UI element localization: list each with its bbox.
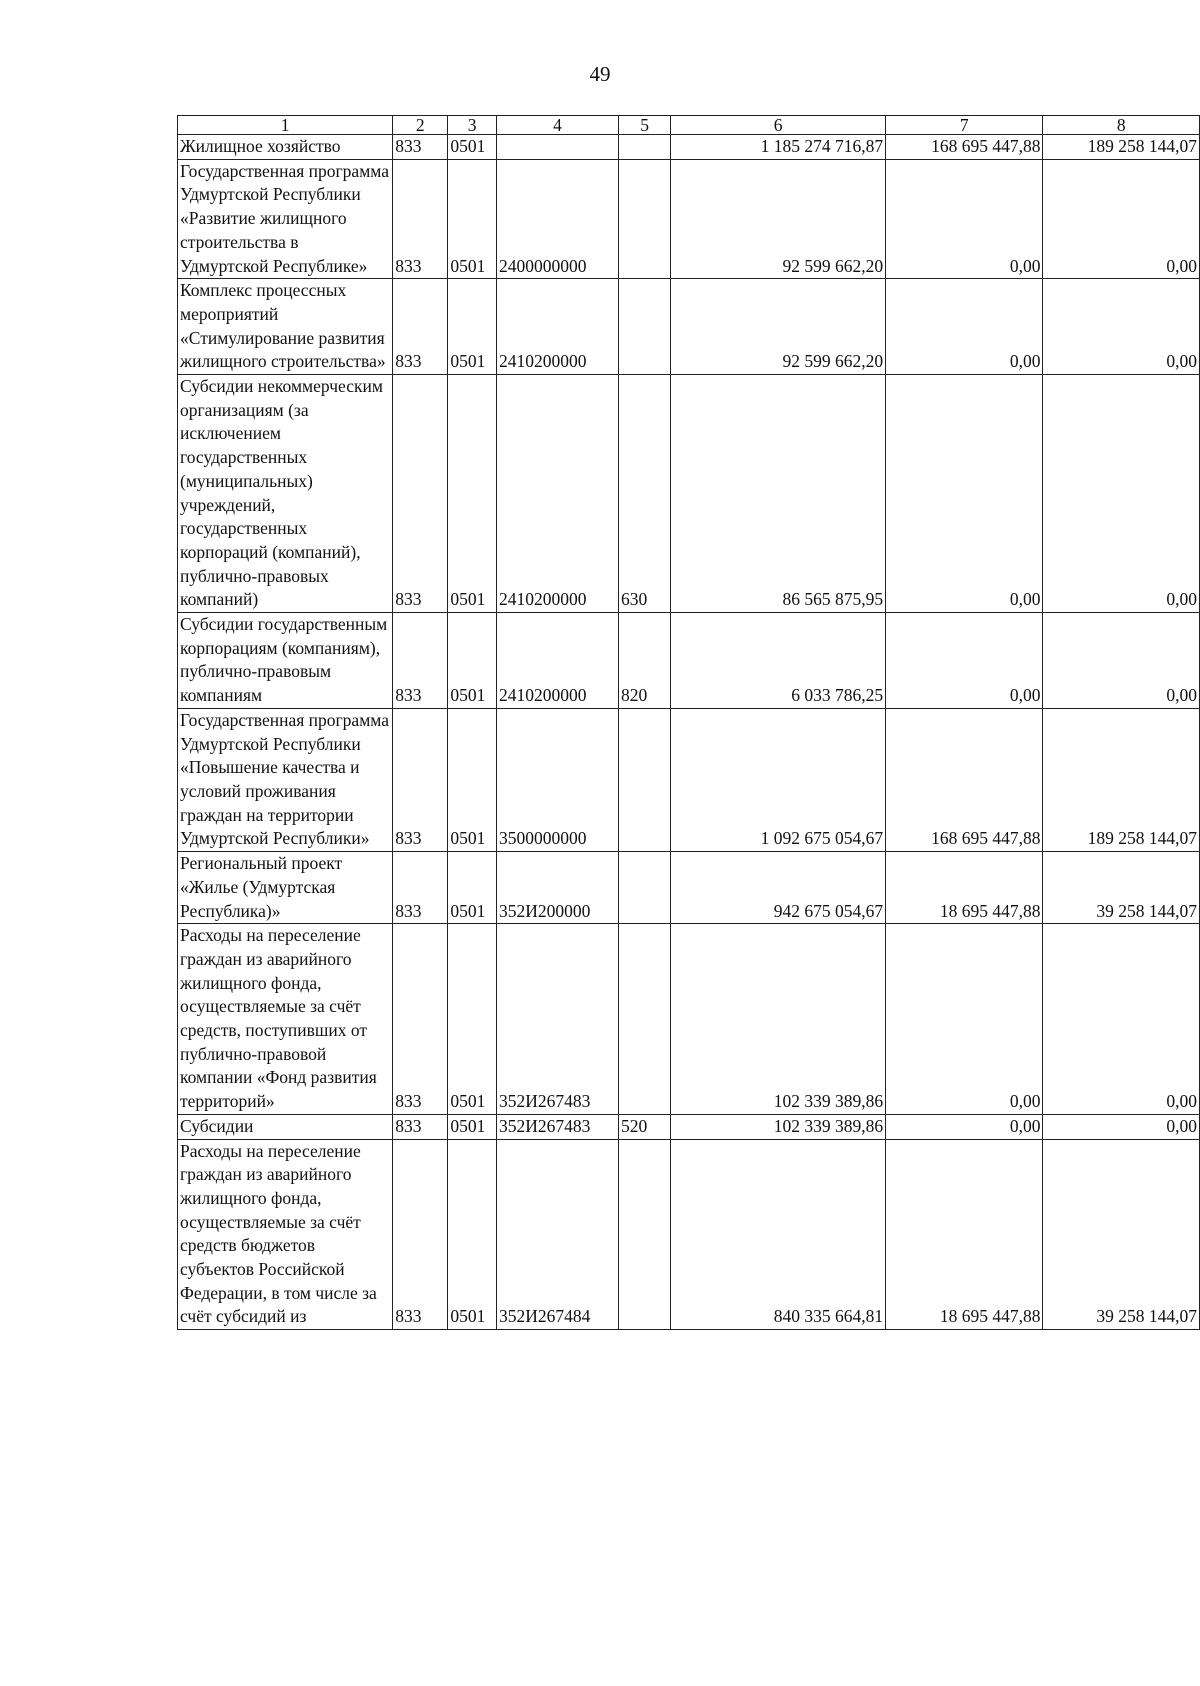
cell-expense-type bbox=[619, 159, 671, 279]
column-header: 1 bbox=[178, 116, 393, 135]
row-name: Комплекс процессных мероприятий «Стимулирование развития жилищного строительства» bbox=[178, 279, 393, 375]
cell-target-article: 2410200000 bbox=[497, 375, 619, 613]
row-name: Субсидии bbox=[178, 1114, 393, 1139]
cell-target-article: 2400000000 bbox=[497, 159, 619, 279]
cell-amount-col7: 0,00 bbox=[886, 613, 1043, 709]
cell-amount-col7: 18 695 447,88 bbox=[886, 1139, 1043, 1330]
table-row bbox=[178, 613, 1200, 709]
cell-target-article: 2410200000 bbox=[497, 279, 619, 375]
table-row bbox=[178, 135, 1200, 160]
cell-section: 0501 bbox=[448, 924, 497, 1115]
cell-chapter: 833 bbox=[393, 924, 448, 1115]
cell-target-article: 3500000000 bbox=[497, 708, 619, 851]
row-name: Субсидии некоммерческим организациям (за исключением государственных (муниципальных) учреждений, государственных корпораций (компаний), публично-правовых компаний) bbox=[178, 375, 393, 613]
cell-amount-col8: 189 258 144,07 bbox=[1043, 708, 1200, 851]
table-header-row bbox=[178, 116, 1200, 135]
cell-amount-col6: 92 599 662,20 bbox=[671, 279, 886, 375]
table-row bbox=[178, 375, 1200, 613]
cell-chapter: 833 bbox=[393, 852, 448, 924]
cell-expense-type bbox=[619, 1139, 671, 1330]
cell-section: 0501 bbox=[448, 1139, 497, 1330]
cell-amount-col6: 1 092 675 054,67 bbox=[671, 708, 886, 851]
table-row bbox=[178, 924, 1200, 1115]
row-name: Государственная программа Удмуртской Республики «Повышение качества и условий проживания граждан на территории Удмуртской Республики» bbox=[178, 708, 393, 851]
cell-amount-col8: 0,00 bbox=[1043, 159, 1200, 279]
cell-amount-col6: 102 339 389,86 bbox=[671, 1114, 886, 1139]
cell-section: 0501 bbox=[448, 1114, 497, 1139]
table-row bbox=[178, 708, 1200, 851]
cell-amount-col7: 168 695 447,88 bbox=[886, 135, 1043, 160]
cell-amount-col7: 0,00 bbox=[886, 279, 1043, 375]
cell-expense-type: 520 bbox=[619, 1114, 671, 1139]
cell-amount-col6: 1 185 274 716,87 bbox=[671, 135, 886, 160]
cell-amount-col7: 0,00 bbox=[886, 924, 1043, 1115]
cell-amount-col8: 0,00 bbox=[1043, 924, 1200, 1115]
cell-expense-type bbox=[619, 852, 671, 924]
table-row bbox=[178, 1139, 1200, 1330]
table-row bbox=[178, 852, 1200, 924]
cell-expense-type bbox=[619, 279, 671, 375]
column-header: 2 bbox=[393, 116, 448, 135]
column-header: 4 bbox=[497, 116, 619, 135]
cell-amount-col8: 189 258 144,07 bbox=[1043, 135, 1200, 160]
cell-section: 0501 bbox=[448, 708, 497, 851]
cell-chapter: 833 bbox=[393, 1114, 448, 1139]
cell-amount-col6: 86 565 875,95 bbox=[671, 375, 886, 613]
cell-chapter: 833 bbox=[393, 1139, 448, 1330]
cell-amount-col6: 942 675 054,67 bbox=[671, 852, 886, 924]
cell-section: 0501 bbox=[448, 613, 497, 709]
row-name: Жилищное хозяйство bbox=[178, 135, 393, 160]
cell-amount-col8: 0,00 bbox=[1043, 279, 1200, 375]
page-number: 49 bbox=[589, 62, 611, 86]
cell-amount-col6: 840 335 664,81 bbox=[671, 1139, 886, 1330]
budget-table bbox=[177, 115, 1200, 1330]
row-name: Субсидии государственным корпорациям (компаниям), публично-правовым компаниям bbox=[178, 613, 393, 709]
column-header: 7 bbox=[886, 116, 1043, 135]
cell-expense-type bbox=[619, 708, 671, 851]
cell-amount-col7: 0,00 bbox=[886, 375, 1043, 613]
column-header: 5 bbox=[619, 116, 671, 135]
cell-section: 0501 bbox=[448, 159, 497, 279]
cell-amount-col8: 0,00 bbox=[1043, 375, 1200, 613]
cell-amount-col8: 0,00 bbox=[1043, 1114, 1200, 1139]
cell-chapter: 833 bbox=[393, 708, 448, 851]
cell-section: 0501 bbox=[448, 852, 497, 924]
cell-section: 0501 bbox=[448, 375, 497, 613]
cell-amount-col6: 92 599 662,20 bbox=[671, 159, 886, 279]
cell-target-article: 352И267483 bbox=[497, 924, 619, 1115]
column-header: 8 bbox=[1043, 116, 1200, 135]
table-row bbox=[178, 159, 1200, 279]
cell-chapter: 833 bbox=[393, 135, 448, 160]
cell-section: 0501 bbox=[448, 135, 497, 160]
cell-amount-col7: 168 695 447,88 bbox=[886, 708, 1043, 851]
cell-amount-col7: 0,00 bbox=[886, 159, 1043, 279]
row-name: Расходы на переселение граждан из аварийного жилищного фонда, осуществляемые за счёт средств, поступивших от публично-правовой компании «Фонд развития территорий» bbox=[178, 924, 393, 1115]
cell-amount-col8: 39 258 144,07 bbox=[1043, 852, 1200, 924]
cell-section: 0501 bbox=[448, 279, 497, 375]
table-row bbox=[178, 1114, 1200, 1139]
table-row bbox=[178, 279, 1200, 375]
cell-expense-type bbox=[619, 135, 671, 160]
column-header: 3 bbox=[448, 116, 497, 135]
cell-expense-type bbox=[619, 924, 671, 1115]
cell-target-article: 352И200000 bbox=[497, 852, 619, 924]
cell-expense-type: 820 bbox=[619, 613, 671, 709]
row-name: Государственная программа Удмуртской Республики «Развитие жилищного строительства в Удмуртской Республике» bbox=[178, 159, 393, 279]
row-name: Расходы на переселение граждан из аварийного жилищного фонда, осуществляемые за счёт средств бюджетов субъектов Российской Федерации, в том числе за счёт субсидий из bbox=[178, 1139, 393, 1330]
cell-amount-col7: 18 695 447,88 bbox=[886, 852, 1043, 924]
cell-chapter: 833 bbox=[393, 613, 448, 709]
cell-target-article: 352И267484 bbox=[497, 1139, 619, 1330]
cell-chapter: 833 bbox=[393, 375, 448, 613]
cell-amount-col8: 0,00 bbox=[1043, 613, 1200, 709]
cell-amount-col8: 39 258 144,07 bbox=[1043, 1139, 1200, 1330]
cell-target-article bbox=[497, 135, 619, 160]
cell-chapter: 833 bbox=[393, 159, 448, 279]
cell-chapter: 833 bbox=[393, 279, 448, 375]
column-header: 6 bbox=[671, 116, 886, 135]
cell-amount-col7: 0,00 bbox=[886, 1114, 1043, 1139]
cell-amount-col6: 6 033 786,25 bbox=[671, 613, 886, 709]
row-name: Региональный проект «Жилье (Удмуртская Республика)» bbox=[178, 852, 393, 924]
cell-target-article: 2410200000 bbox=[497, 613, 619, 709]
cell-expense-type: 630 bbox=[619, 375, 671, 613]
cell-amount-col6: 102 339 389,86 bbox=[671, 924, 886, 1115]
cell-target-article: 352И267483 bbox=[497, 1114, 619, 1139]
